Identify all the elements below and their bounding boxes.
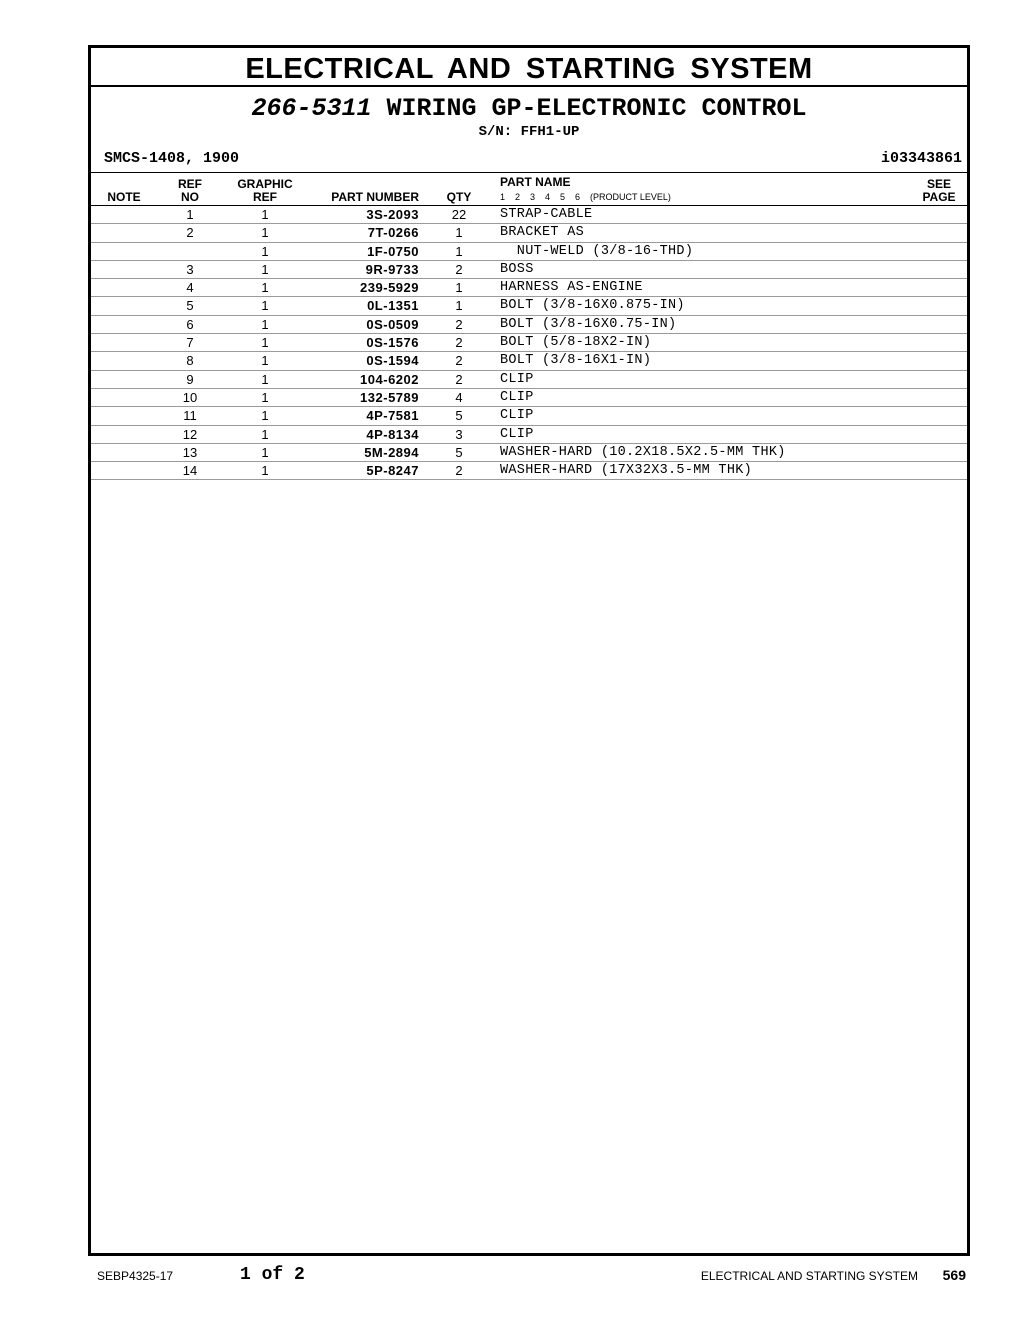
- ref-no: 11: [183, 408, 197, 424]
- col-qty: QTY: [446, 190, 472, 204]
- section-title: ELECTRICAL AND STARTING SYSTEM: [245, 53, 813, 85]
- part-name: CLIP: [500, 426, 534, 442]
- col-part-name: PART NAME: [500, 175, 571, 189]
- part-name: BOLT (3/8-16X1-IN): [500, 353, 652, 369]
- part-number: 1F-0750: [367, 243, 419, 259]
- footer-doc-id: SEBP4325-17: [97, 1269, 174, 1283]
- col-part-number: PART NUMBER: [331, 190, 419, 204]
- part-name: BOLT (3/8-16X0.75-IN): [500, 316, 677, 332]
- part-number: 104-6202: [360, 371, 419, 387]
- ref-no: 7: [186, 335, 194, 351]
- group-name: WIRING GP-ELECTRONIC CONTROL: [386, 94, 807, 123]
- table-row: [91, 444, 967, 462]
- graphic-ref: 1: [261, 261, 269, 277]
- table-row: [91, 224, 967, 242]
- ref-no: 5: [186, 298, 194, 314]
- col-see-bottom: PAGE: [922, 190, 956, 204]
- part-name: CLIP: [500, 389, 534, 405]
- graphic-ref: 1: [261, 353, 269, 369]
- quantity: 22: [451, 207, 467, 222]
- part-number: 132-5789: [360, 389, 419, 405]
- part-name: WASHER-HARD (10.2X18.5X2.5-MM THK): [500, 444, 786, 460]
- quantity: 2: [455, 335, 463, 351]
- col-ref-bottom: NO: [181, 190, 199, 204]
- table-row: [91, 389, 967, 407]
- product-level-legend: 1 2 3 4 5 6 (PRODUCT LEVEL): [500, 192, 671, 202]
- table-row: [91, 279, 967, 297]
- table-row: [91, 261, 967, 279]
- serial-number-range: S/N: FFH1-UP: [478, 124, 580, 140]
- table-row: [91, 206, 967, 224]
- quantity: 1: [455, 225, 463, 241]
- part-name: CLIP: [500, 408, 534, 424]
- table-row: [91, 297, 967, 315]
- graphic-ref: 1: [261, 389, 269, 405]
- ref-no: 1: [186, 207, 194, 222]
- col-see-top: SEE: [926, 177, 951, 191]
- part-name: CLIP: [500, 371, 534, 387]
- ref-no: 2: [186, 225, 194, 241]
- part-number: 0S-1576: [366, 335, 419, 351]
- quantity: 5: [455, 408, 463, 424]
- part-name: NUT-WELD (3/8-16-THD): [500, 243, 694, 259]
- table-row: [91, 426, 967, 444]
- header-divider: [91, 172, 967, 173]
- graphic-ref: 1: [261, 316, 269, 332]
- parts-page-frame: [88, 45, 970, 1256]
- quantity: 2: [455, 463, 463, 479]
- part-name: WASHER-HARD (17X32X3.5-MM THK): [500, 463, 753, 479]
- table-row: [91, 462, 967, 480]
- parts-table: [91, 205, 967, 480]
- ref-no: 13: [182, 444, 198, 460]
- col-note: NOTE: [107, 190, 141, 204]
- quantity: 1: [455, 280, 463, 296]
- part-number: 3S-2093: [366, 207, 419, 222]
- table-row: [91, 352, 967, 370]
- quantity: 2: [455, 371, 463, 387]
- quantity: 2: [455, 353, 463, 369]
- quantity: 3: [455, 426, 463, 442]
- part-name: BOLT (3/8-16X0.875-IN): [500, 298, 685, 314]
- part-number: 0S-1594: [366, 353, 419, 369]
- quantity: 1: [455, 243, 463, 259]
- quantity: 2: [455, 316, 463, 332]
- graphic-ref: 1: [261, 243, 269, 259]
- part-number: 4P-8134: [366, 426, 419, 442]
- graphic-ref: 1: [261, 444, 269, 460]
- graphic-ref: 1: [261, 463, 269, 479]
- quantity: 4: [455, 389, 463, 405]
- smcs-code: SMCS-1408, 1900: [104, 150, 240, 167]
- ref-no: 9: [186, 371, 194, 387]
- graphic-ref: 1: [261, 207, 269, 222]
- graphic-ref: 1: [261, 225, 269, 241]
- ref-no: 3: [186, 261, 194, 277]
- col-graphic-bottom: REF: [253, 190, 277, 204]
- ref-no: 10: [182, 389, 198, 405]
- footer-page-of: 1 of 2: [240, 1265, 305, 1285]
- part-number: 5M-2894: [364, 444, 419, 460]
- table-row: [91, 243, 967, 261]
- ref-no: 14: [182, 463, 198, 479]
- part-name: BRACKET AS: [500, 225, 585, 241]
- part-number: 239-5929: [360, 280, 419, 296]
- part-name: BOLT (5/8-18X2-IN): [500, 335, 652, 351]
- part-name: STRAP-CABLE: [500, 207, 593, 222]
- part-number: 0L-1351: [367, 298, 419, 314]
- footer-page-number: 569: [942, 1267, 966, 1283]
- part-number: 7T-0266: [367, 225, 419, 241]
- part-name: HARNESS AS-ENGINE: [500, 280, 643, 296]
- ref-no: 12: [182, 426, 198, 442]
- graphic-ref: 1: [261, 280, 269, 296]
- part-number: 5P-8247: [366, 463, 419, 479]
- ref-no: 6: [186, 316, 194, 332]
- part-name: BOSS: [500, 261, 534, 277]
- quantity: 5: [455, 444, 463, 460]
- graphic-ref: 1: [261, 298, 269, 314]
- illustration-id: i03343861: [880, 150, 962, 167]
- ref-no: 8: [186, 353, 194, 369]
- title-divider: [91, 85, 967, 87]
- quantity: 2: [455, 261, 463, 277]
- footer-section: ELECTRICAL AND STARTING SYSTEM: [700, 1269, 918, 1283]
- graphic-ref: 1: [261, 371, 269, 387]
- group-title: [91, 94, 967, 124]
- table-row: [91, 316, 967, 334]
- table-row: [91, 334, 967, 352]
- graphic-ref: 1: [261, 335, 269, 351]
- quantity: 1: [455, 298, 463, 314]
- graphic-ref: 1: [261, 426, 269, 442]
- table-row: [91, 407, 967, 425]
- group-part-number: 266-5311: [251, 94, 372, 123]
- table-row: [91, 371, 967, 389]
- part-number: 9R-9733: [365, 261, 419, 277]
- col-ref-top: REF: [178, 177, 202, 191]
- ref-no: 4: [186, 280, 194, 296]
- part-number: 4P-7581: [366, 408, 419, 424]
- part-number: 0S-0509: [366, 316, 419, 332]
- col-graphic-top: GRAPHIC: [237, 177, 293, 191]
- graphic-ref: 1: [261, 408, 269, 424]
